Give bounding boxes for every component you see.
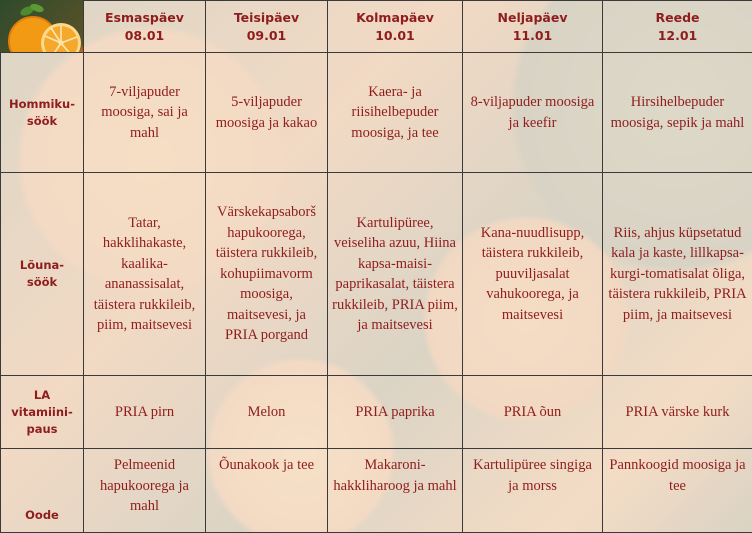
menu-cell: 8-viljapuder moosiga ja keefir <box>463 53 603 173</box>
orange-slices-icon <box>7 3 83 53</box>
meal-label-lunch <box>1 173 84 376</box>
meal-label-line: Oode <box>5 507 79 524</box>
menu-cell: Kartulipüree singiga ja morss <box>463 449 603 533</box>
day-date: 10.01 <box>332 27 458 45</box>
meal-label-vitamin-break <box>1 376 84 449</box>
day-name: Reede <box>607 9 748 27</box>
day-name: Neljapäev <box>467 9 598 27</box>
day-header-friday <box>603 1 752 53</box>
vitamin-break-row <box>1 376 752 449</box>
menu-cell: Riis, ahjus küpsetatud kala ja kaste, lillkapsa-kurgi-tomatisalat õliga, täistera rukkileib, PRIA piim, ja maitsevesi <box>603 173 752 376</box>
menu-cell: PRIA värske kurk <box>603 376 752 449</box>
day-header-tuesday <box>206 1 328 53</box>
meal-label-line: vitamiini- <box>5 404 79 421</box>
meal-label-line: Hommiku- <box>5 96 79 113</box>
meal-label-snack <box>1 449 84 533</box>
meal-label-line: söök <box>5 113 79 130</box>
menu-cell: PRIA paprika <box>328 376 463 449</box>
menu-cell: 7-viljapuder moosiga, sai ja mahl <box>84 53 206 173</box>
day-header-wednesday <box>328 1 463 53</box>
day-header-monday <box>84 1 206 53</box>
snack-row <box>1 449 752 533</box>
header-row <box>1 1 752 53</box>
day-date: 09.01 <box>210 27 323 45</box>
menu-cell: Kana-nuudlisupp, täistera rukkileib, puuviljasalat vahukoorega, ja maitsevesi <box>463 173 603 376</box>
menu-cell: PRIA pirn <box>84 376 206 449</box>
meal-label-line: paus <box>5 421 79 438</box>
day-name: Esmaspäev <box>88 9 201 27</box>
day-date: 12.01 <box>607 27 748 45</box>
menu-cell: Tatar, hakklihakaste, kaalika-ananassisalat, täistera rukkileib, piim, maitsevesi <box>84 173 206 376</box>
menu-cell: Pannkoogid moosiga ja tee <box>603 449 752 533</box>
menu-cell: 5-viljapuder moosiga ja kakao <box>206 53 328 173</box>
menu-cell: Kaera- ja riisihelbepuder moosiga, ja tee <box>328 53 463 173</box>
menu-cell: Melon <box>206 376 328 449</box>
day-date: 11.01 <box>467 27 598 45</box>
menu-cell: Pelmeenid hapukoorega ja mahl <box>84 449 206 533</box>
day-date: 08.01 <box>88 27 201 45</box>
menu-cell: Õunakook ja tee <box>206 449 328 533</box>
lunch-row <box>1 173 752 376</box>
day-header-thursday <box>463 1 603 53</box>
meal-label-line: LA <box>5 387 79 404</box>
meal-label-breakfast <box>1 53 84 173</box>
menu-cell: Kartulipüree, veiseliha azuu, Hiina kapsa-maisi-paprikasalat, täistera rukkileib, PRIA piim, ja maitsevesi <box>328 173 463 376</box>
meal-label-line: Lõuna- <box>5 257 79 274</box>
menu-cell: Värskekapsaborš hapukoorega, täistera rukkileib, kohupiimavorm moosiga, maitsevesi, ja PRIA porgand <box>206 173 328 376</box>
meal-label-line: söök <box>5 274 79 291</box>
day-name: Teisipäev <box>210 9 323 27</box>
menu-cell: PRIA õun <box>463 376 603 449</box>
menu-cell: Makaroni-hakkliharoog ja mahl <box>328 449 463 533</box>
menu-cell: Hirsihelbepuder moosiga, sepik ja mahl <box>603 53 752 173</box>
logo-cell <box>1 1 84 53</box>
breakfast-row <box>1 53 752 173</box>
day-name: Kolmapäev <box>332 9 458 27</box>
